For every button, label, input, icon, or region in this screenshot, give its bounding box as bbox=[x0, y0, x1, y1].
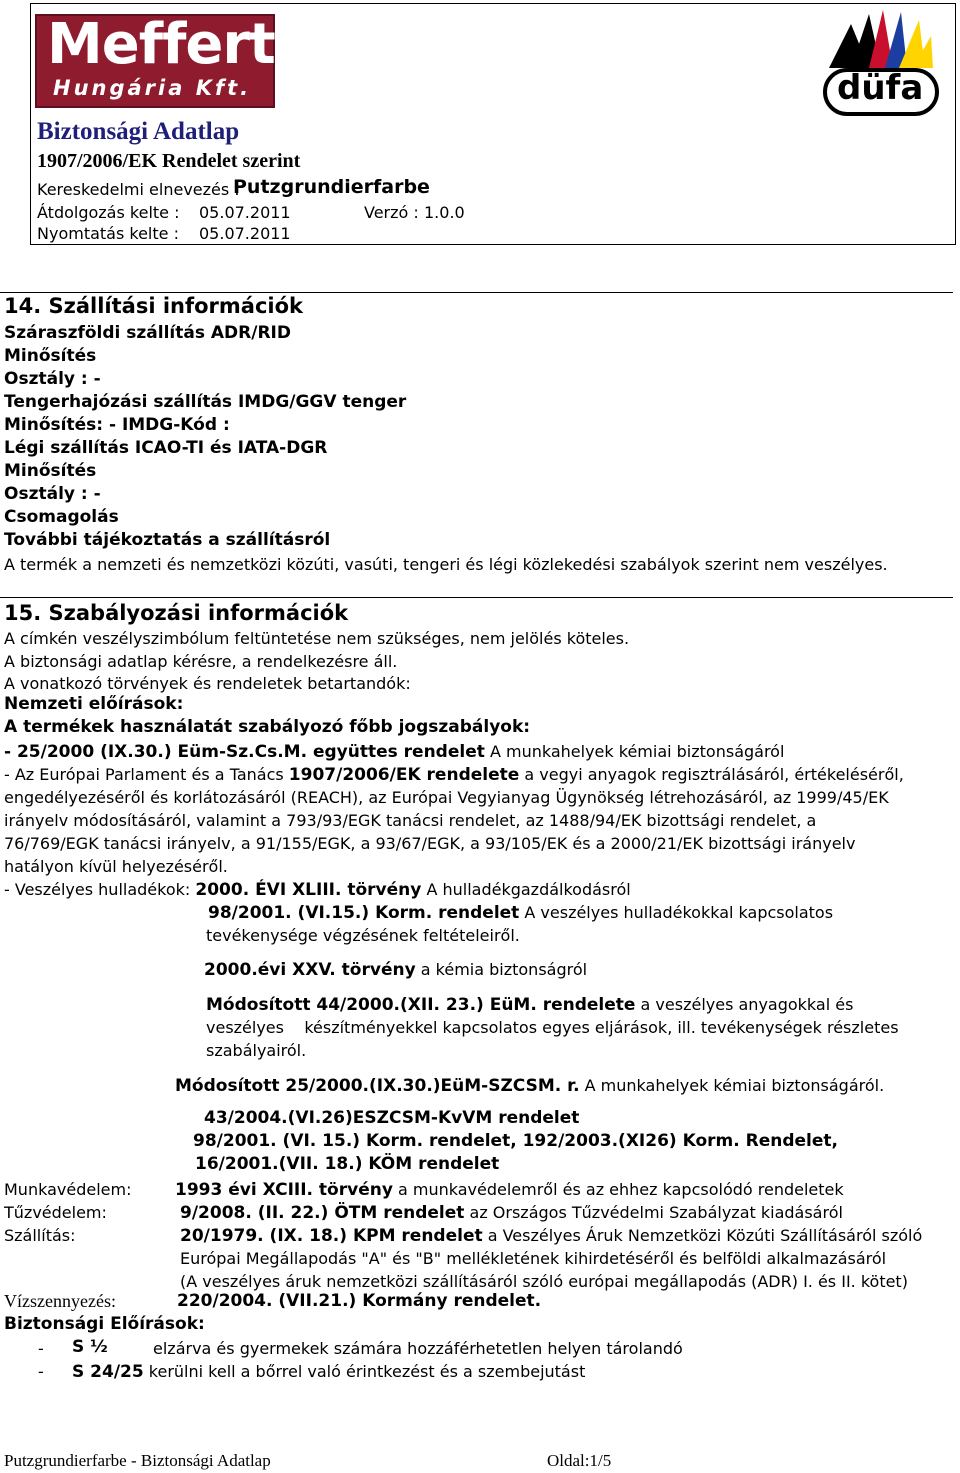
regulation-line: irányelv módosításáról, valamint a 793/93/EGK tanácsi rendelet, az 1488/94/EK bizottsági rendelet, a bbox=[4, 811, 817, 830]
s-phrase-text: elzárva és gyermekek számára hozzáférhetetlen helyen tárolandó bbox=[153, 1339, 683, 1358]
waste-line: tevékenysége végzésének feltételeiről. bbox=[206, 926, 520, 945]
safety-rules-label: Biztonsági Előírások: bbox=[4, 1314, 205, 1334]
regulation-line bbox=[4, 763, 904, 787]
s15-paragraph: A biztonsági adatlap kérésre, a rendelkezésre áll. bbox=[4, 652, 398, 671]
regulation-ref: Módosított 25/2000.(IX.30.)EüM-SZCSM. r. bbox=[175, 1076, 580, 1096]
print-date: 05.07.2011 bbox=[199, 224, 291, 243]
regulation-text: A hulladékgazdálkodásról bbox=[421, 880, 631, 899]
s14-line: Tengerhajózási szállítás IMDG/GGV tenger bbox=[4, 392, 407, 412]
regulation-ref: 9/2008. (II. 22.) ÖTM rendelet bbox=[180, 1203, 465, 1223]
labour-safety-label: Munkavédelem: bbox=[4, 1180, 132, 1199]
s15-paragraph: A vonatkozó törvények és rendeletek betartandók: bbox=[4, 674, 411, 693]
meffert-logo bbox=[35, 14, 275, 108]
trade-name: Putzgrundierfarbe bbox=[233, 176, 430, 198]
regulation-ref: 2000.évi XXV. törvény bbox=[204, 960, 416, 980]
regulation-ref: 98/2001. (VI.15.) Korm. rendelet bbox=[208, 903, 520, 923]
regulation-text: - Veszélyes hulladékok: bbox=[4, 880, 196, 899]
s14-line: Légi szállítás ICAO-TI és IATA-DGR bbox=[4, 438, 328, 458]
s-phrase-line bbox=[72, 1360, 585, 1384]
regulation-line: 1907/2006/EK Rendelet szerint bbox=[37, 150, 301, 172]
section-15-heading: 15. Szabályozási információk bbox=[4, 601, 349, 625]
regulation-text: A veszélyes hulladékokkal kapcsolatos bbox=[519, 903, 834, 922]
footer-page-number: Oldal:1/5 bbox=[547, 1451, 612, 1470]
amended-line bbox=[175, 1074, 884, 1098]
s14-line: Minősítés bbox=[4, 461, 97, 481]
transport-line: Európai Megállapodás "A" és "B" mellékletének kihirdetéséről és belföldi alkalmazásáról bbox=[180, 1249, 887, 1268]
revision-label: Átdolgozás kelte : bbox=[37, 203, 180, 222]
regulation-ref: 43/2004.(VI.26)ESZCSM-KvVM rendelet bbox=[204, 1108, 580, 1128]
waste-line bbox=[4, 878, 631, 902]
regulation-text: a veszélyes anyagokkal és bbox=[635, 995, 854, 1014]
trade-name-label: Kereskedelmi elnevezés : bbox=[37, 180, 240, 199]
s15-paragraph: A címkén veszélyszimbólum feltüntetése nem szükséges, nem jelölés köteles. bbox=[4, 629, 630, 648]
regulation-ref: 1907/2006/EK rendelete bbox=[288, 765, 520, 785]
transport-line: (A veszélyes áruk nemzetközi szállításáról szóló európai megállapodás (ADR) I. és II. kötet) bbox=[180, 1272, 908, 1291]
dufa-logo bbox=[821, 6, 941, 121]
s14-line: Száraszföldi szállítás ADR/RID bbox=[4, 323, 291, 343]
s14-line: Minősítés: - IMDG-Kód : bbox=[4, 415, 230, 435]
regulation-text: - Az Európai Parlament és a Tanács bbox=[4, 765, 289, 784]
section-divider bbox=[0, 292, 953, 293]
water-pollution-ref: 220/2004. (VII.21.) Kormány rendelet. bbox=[177, 1291, 542, 1311]
waste-line bbox=[208, 901, 833, 925]
s14-line: Osztály : - bbox=[4, 369, 101, 389]
regulation-text: A munkahelyek kémiai biztonságáról. bbox=[579, 1076, 885, 1095]
regulation-text: a Veszélyes Áruk Nemzetközi Közúti Szállításáról szóló bbox=[482, 1226, 923, 1245]
document-title: Biztonsági Adatlap bbox=[37, 118, 240, 145]
section-14-heading: 14. Szállítási információk bbox=[4, 294, 304, 318]
s14-line: Minősítés bbox=[4, 346, 97, 366]
list-bullet: - bbox=[38, 1362, 44, 1381]
s14-line: Osztály : - bbox=[4, 484, 101, 504]
footer-document-name: Putzgrundierfarbe - Biztonsági Adatlap bbox=[4, 1451, 271, 1470]
s14-line: Csomagolás bbox=[4, 507, 119, 527]
regulation-ref: - 25/2000 (IX.30.) Eüm-Sz.Cs.M. együttes rendelet bbox=[4, 742, 485, 762]
transport-label: Szállítás: bbox=[4, 1226, 76, 1245]
s14-line: További tájékoztatás a szállításról bbox=[4, 530, 331, 550]
regulation-ref: Módosított 44/2000.(XII. 23.) EüM. rendelete bbox=[206, 995, 636, 1015]
regulation-line: hatályon kívül helyezéséről. bbox=[4, 857, 228, 876]
logo-sub-text: Hungária Kft. bbox=[53, 76, 252, 100]
regulation-ref: 2000. ÉVI XLIII. törvény bbox=[195, 880, 422, 900]
regulation-line: 76/769/EGK tanácsi irányelv, a 91/155/EGK, a 93/67/EGK, a 93/105/EK és a 2000/21/EK bizottsági irányelv bbox=[4, 834, 856, 853]
section-divider bbox=[0, 597, 953, 598]
regulation-ref: 16/2001.(VII. 18.) KÖM rendelet bbox=[195, 1154, 500, 1174]
water-pollution-label: Vízszennyezés: bbox=[4, 1291, 116, 1311]
amended-line: szabályairól. bbox=[206, 1041, 307, 1060]
revision-date: 05.07.2011 bbox=[199, 203, 291, 222]
s15-paragraph: Nemzeti előírások: bbox=[4, 694, 184, 714]
s14-line: A termék a nemzeti és nemzetközi közúti, vasúti, tengeri és légi közlekedési szabályok szerint nem veszélyes. bbox=[4, 555, 888, 574]
logo-main-text: Meffert bbox=[47, 12, 275, 77]
regulation-text: a kémia biztonságról bbox=[415, 960, 588, 979]
regulation-text: a vegyi anyagok regisztrálásáról, értékeléséről, bbox=[519, 765, 904, 784]
s15-paragraph: A termékek használatát szabályozó főbb jogszabályok: bbox=[4, 717, 531, 737]
regulation-text: A munkahelyek kémiai biztonságáról bbox=[484, 742, 785, 761]
s-phrase-code: S ½ bbox=[72, 1337, 108, 1357]
regulation-ref: 98/2001. (VI. 15.) Korm. rendelet, 192/2003.(XI26) Korm. Rendelet, bbox=[193, 1131, 838, 1151]
version-label: Verzó : bbox=[364, 203, 419, 222]
amended-line bbox=[206, 993, 853, 1017]
print-label: Nyomtatás kelte : bbox=[37, 224, 179, 243]
regulation-text: a munkavédelemről és az ehhez kapcsolódó rendeletek bbox=[392, 1180, 844, 1199]
amended-line: veszélyes készítményekkel kapcsolatos egyes eljárások, ill. tevékenységek részletes bbox=[206, 1018, 899, 1037]
regulation-ref: 20/1979. (IX. 18.) KPM rendelet bbox=[180, 1226, 483, 1246]
s-phrase-code: S 24/25 bbox=[72, 1362, 144, 1382]
fire-safety-line bbox=[180, 1201, 843, 1225]
regulation-ref: 1993 évi XCIII. törvény bbox=[175, 1180, 393, 1200]
list-bullet: - bbox=[38, 1339, 44, 1358]
labour-safety-line bbox=[175, 1178, 844, 1202]
chem-safety-line bbox=[204, 958, 587, 982]
fire-safety-label: Tűzvédelem: bbox=[4, 1203, 107, 1222]
regulation-line: engedélyezéséről és korlátozásáról (REACH), az Európai Vegyianyag Ügynökség létrehozásáról, az 1999/45/EK bbox=[4, 788, 889, 807]
transport-line bbox=[180, 1224, 922, 1248]
regulation-text: az Országos Tűzvédelmi Szabályzat kiadásáról bbox=[464, 1203, 843, 1222]
document-header bbox=[30, 3, 956, 245]
s-phrase-text: kerülni kell a bőrrel való érintkezést és a szembejutást bbox=[143, 1362, 586, 1381]
version-value: 1.0.0 bbox=[424, 203, 465, 222]
regulation-line bbox=[4, 740, 784, 764]
dufa-logo-text: düfa bbox=[837, 68, 924, 108]
